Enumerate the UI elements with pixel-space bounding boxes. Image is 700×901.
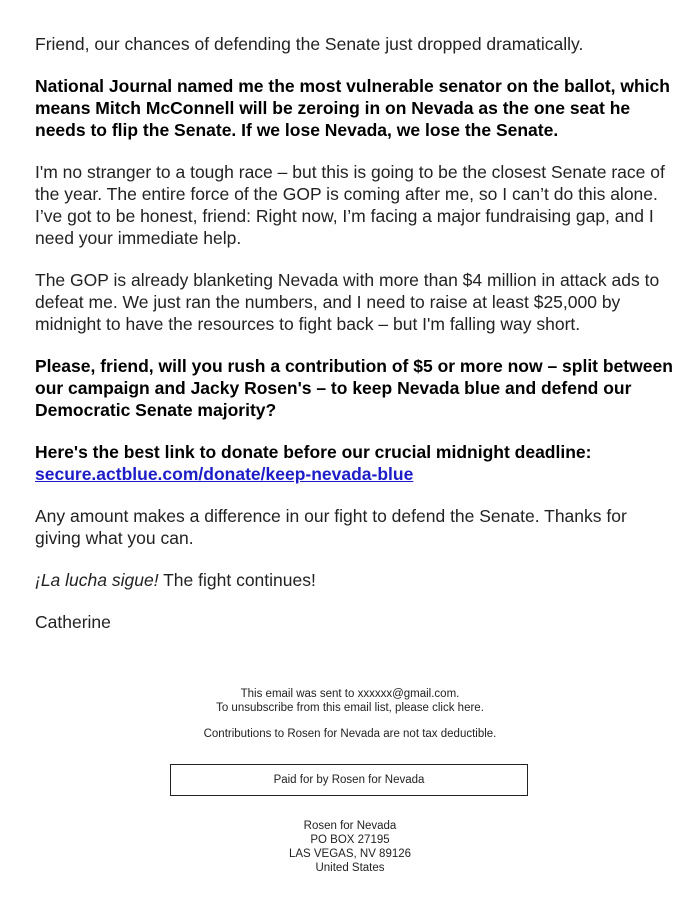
any-amount-paragraph: Any amount makes a difference in our fight to defend the Senate. Thanks for giving what you can. <box>35 506 627 548</box>
donate-paragraph <box>35 441 675 485</box>
address-line-4: United States <box>315 862 385 874</box>
vulnerable-senator-paragraph: National Journal named me the most vulnerable senator on the ballot, which means Mitch McConnell will be zeroing in on Nevada as the one seat he needs to flip the Senate. If we lose Nevada, we lose the Senate. <box>35 76 670 140</box>
la-lucha-italic: ¡La lucha sigue! <box>35 570 159 590</box>
donate-intro-text: Here's the best link to donate before our crucial midnight deadline: <box>35 442 592 462</box>
donate-link[interactable]: secure.actblue.com/donate/keep-nevada-blue <box>35 464 414 484</box>
address-line-2: PO BOX 27195 <box>310 834 390 846</box>
tax-note-text: Contributions to Rosen for Nevada are not tax deductible. <box>203 728 497 740</box>
contribution-ask-paragraph: Please, friend, will you rush a contribution of $5 or more now – split between our campaign and Jacky Rosen's – to keep Nevada blue and defend our Democratic Senate majority? <box>35 356 673 420</box>
attack-ads-paragraph: The GOP is already blanketing Nevada with more than $4 million in attack ads to defeat me. We just ran the numbers, and I need to raise at least $25,000 by midnight to have the resources to fight back – but I'm falling way short. <box>35 270 660 334</box>
tough-race-paragraph: I'm no stranger to a tough race – but this is going to be the closest Senate race of the year. The entire force of the GOP is coming after me, so I can’t do this alone. I’ve got to be honest, friend: Right now, I’m facing a major fundraising gap, and I need your immediate help. <box>35 162 665 248</box>
address-line-3: LAS VEGAS, NV 89126 <box>288 848 412 860</box>
unsubscribe-text[interactable]: To unsubscribe from this email list, please click here. <box>216 702 484 714</box>
la-lucha-paragraph <box>35 569 675 591</box>
paid-for-box: Paid for by Rosen for Nevada <box>170 764 528 796</box>
email-footer <box>0 687 700 741</box>
signature: Catherine <box>35 612 111 632</box>
fight-continues-text: The fight continues! <box>158 570 316 590</box>
address-line-1: Rosen for Nevada <box>303 820 397 832</box>
mailing-address <box>0 819 700 875</box>
email-body <box>35 33 675 653</box>
intro-paragraph: Friend, our chances of defending the Senate just dropped dramatically. <box>35 34 584 54</box>
sent-to-text: This email was sent to xxxxxx@gmail.com. <box>240 688 460 700</box>
